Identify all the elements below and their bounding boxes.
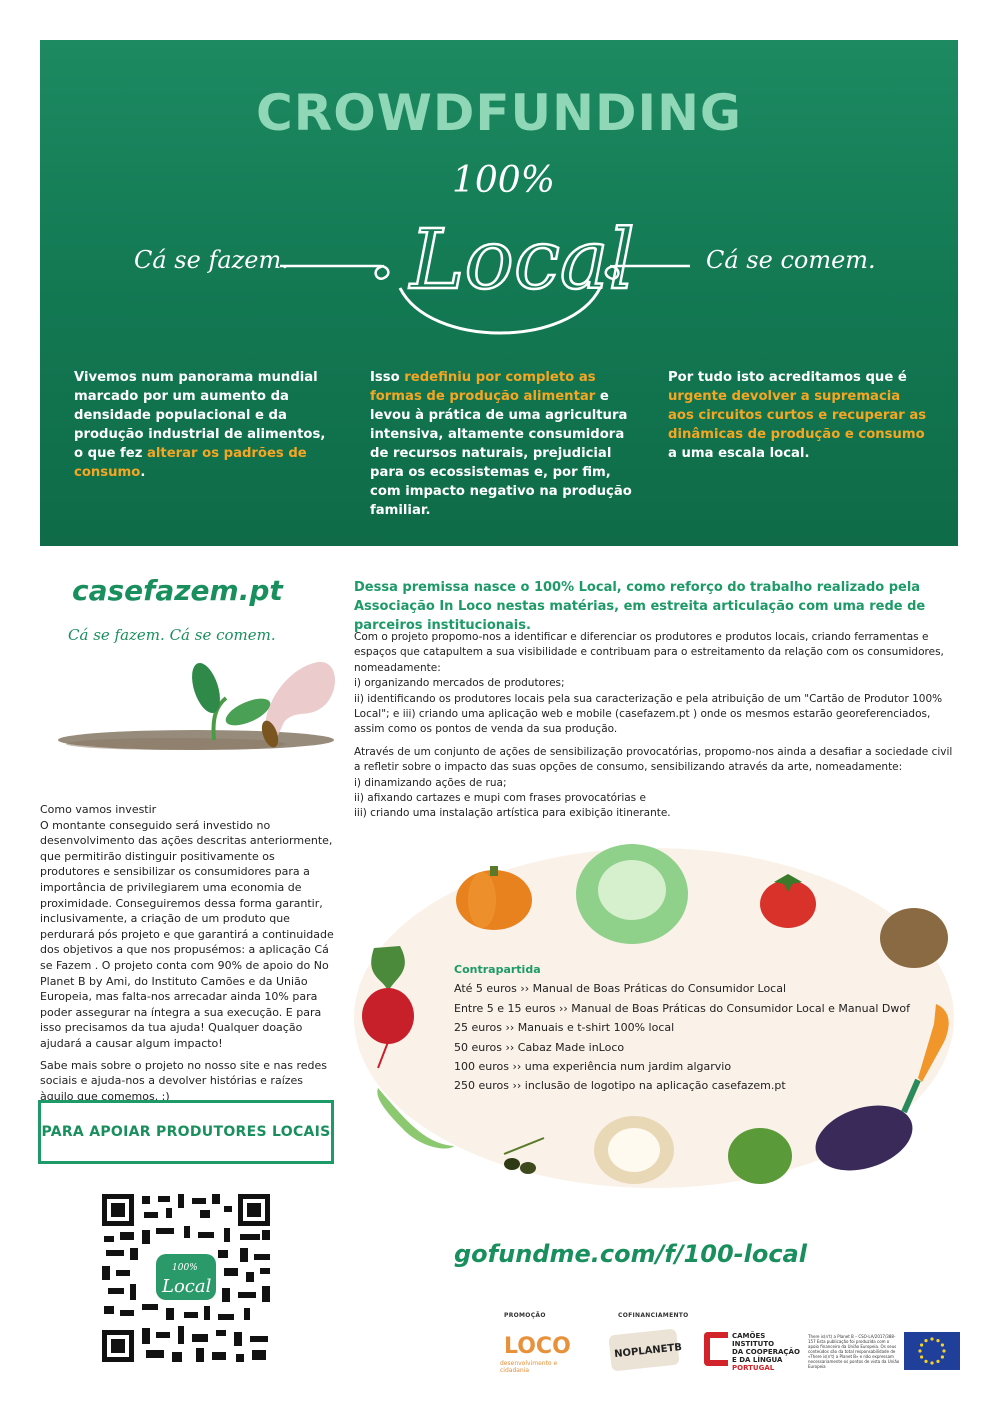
camoes-line: PORTUGAL (732, 1364, 775, 1372)
inloco-logo-subtitle: desenvolvimento e cidadania (500, 1360, 558, 1374)
gofundme-link[interactable]: gofundme.com/f/100-local (454, 1240, 807, 1268)
camoes-line: CAMÕES (732, 1332, 766, 1340)
100-local-logo (280, 148, 720, 358)
qr-logo-100: 100% (172, 1263, 198, 1273)
intro-1-end: . (140, 465, 146, 480)
eu-disclaimer: There is(n't) a Planet B – CSO-LA/2017/388-157 Esta publicação foi produzida com o apoio financeiro da União Europeia. Os seus conteúdos são da total responsabilidade de «There is(n't) a Planet B» e não expressam necessariamente os pontos de vista da União Europeia (808, 1334, 900, 1369)
project-paragraph-2 (354, 745, 958, 822)
logo-local-text: Local (410, 213, 635, 308)
p2-line: ii) afixando cartazes e mupi com frases provocatórias e (354, 792, 646, 805)
pepper-icon (728, 1128, 792, 1184)
reward-item: 100 euros ›› uma experiência num jardim algarvio (454, 1060, 732, 1074)
onion-icon (594, 1116, 674, 1184)
intro-2-highlight: redefiniu por completo as formas de produção alimentar (370, 370, 596, 404)
p1-line: ii) identificando os produtores locais pela sua caracterização e pela atribuição de um "Cartão de Produtor 100% Local"; e iii) criando uma aplicação web e mobile (casefazem.pt ) onde os mesmos estarão georeferenciados, assim como os pontos de venda da sua produção. (354, 692, 943, 736)
p1-line: i) organizando mercados de produtores; (354, 677, 565, 690)
qr-logo-local: Local (162, 1276, 212, 1297)
rewards-heading: Contrapartida (454, 963, 541, 976)
hero-banner (40, 40, 958, 546)
site-tagline: Cá se fazem. Cá se comem. (68, 626, 276, 644)
rewards-section (454, 960, 934, 1096)
intro-3-highlight: urgente devolver a supremacia aos circuitos curtos e recuperar as dinâmicas de produção e consumo (668, 389, 927, 442)
cabbage-icon (576, 844, 688, 944)
reward-item: 250 euros ›› inclusão de logotipo na aplicação casefazem.pt (454, 1079, 786, 1093)
lead-paragraph: Dessa premissa nasce o 100% Local, como reforço do trabalho realizado pela Associação In Loco nestas matérias, em estreita articulação com uma rede de parceiros institucionais. (354, 580, 926, 633)
camoes-line: E DA LÍNGUA (732, 1356, 783, 1364)
noplanetb-logo-text: NOPLANETB (613, 1342, 683, 1361)
intro-column-2 (370, 368, 632, 520)
promotion-label: PROMOÇÃO (504, 1312, 546, 1319)
invest-heading: Como vamos investir (40, 803, 157, 816)
intro-column-3 (668, 368, 930, 463)
reward-item: 25 euros ›› Manuais e t-shirt 100% local (454, 1021, 675, 1035)
reward-item: Até 5 euros ›› Manual de Boas Práticas do Consumidor Local (454, 982, 787, 996)
intro-column-1 (74, 368, 336, 482)
tagline-left: Cá se fazem. (134, 246, 289, 274)
project-description (354, 630, 958, 829)
support-producers-button[interactable]: PARA APOIAR PRODUTORES LOCAIS (38, 1100, 334, 1164)
p2-line: i) dinamizando ações de rua; (354, 776, 507, 789)
camoes-c-icon (704, 1332, 728, 1366)
inloco-logo (486, 1326, 582, 1374)
cofinancing-label: COFINANCIAMENTO (618, 1312, 689, 1319)
p1-line: Com o projeto propomo-nos a identificar e diferenciar os produtores e produtos locais, criando ferramentas e espaços que catapultem a sua visibilidade e contribuam para o estreitamento da relação com os consumidores, nomeadamente: (354, 631, 944, 674)
invest-paragraph-2: Sabe mais sobre o projeto no nosso site e nas redes sociais e ajuda-nos a devolver histórias e raízes àquilo que comemos. :) (40, 1058, 327, 1103)
intro-1-text: Vivemos num panorama mundial marcado por um aumento da densidade populacional e da produção industrial de alimentos, o que fez (74, 370, 326, 461)
potato-icon (880, 908, 948, 968)
intro-3-start: Por tudo isto acreditamos que é (668, 370, 907, 385)
camoes-line: DA COOPERAÇÃO (732, 1348, 800, 1356)
logo-100-text: 100% (452, 160, 555, 201)
inloco-logo-text: LOCO (504, 1334, 571, 1359)
invest-paragraph-1: O montante conseguido será investido no desenvolvimento das ações descritas anteriormente, que permitirão distinguir positivamente os produtores e sensibilizar os consumidores para a importância de privilegiarem uma economia de proximidade. Conseguiremos dessa forma garantir, inclusivamente, a criação de um produto que perdurará pós projeto e que garantirá a continuidade dos objetivos a que nos propusémos: a aplicação Cá se Fazem . O projeto conta com 90% de apoio do No Planet B by Ami, do Instituto Camões e da União Europeia, mas falta-nos arrecadar ainda 10% para poder assegurar na íntegra a sua execução. E para isso precisamos da tua ajuda! Qualquer doação ajudará a causar algum impacto! (40, 818, 334, 1050)
intro-2-start: Isso (370, 370, 405, 385)
banner-title: CROWDFUNDING (256, 84, 742, 142)
camoes-logo (704, 1332, 804, 1372)
camoes-text (732, 1332, 800, 1372)
p2-line: Através de um conjunto de ações de sensibilização provocatórias, propomo-nos ainda a desafiar a sociedade civil a refletir sobre o impacto das suas opções de consumo, sensibilizando através da arte, nomeadamente: (354, 745, 953, 774)
investment-section (40, 802, 336, 1110)
seedling-illustration (56, 648, 336, 764)
eu-flag-icon (904, 1332, 960, 1370)
camoes-line: INSTITUTO (732, 1340, 775, 1348)
p2-line: iii) criando uma instalação artística para exibição itinerante. (354, 807, 671, 820)
qr-code[interactable] (100, 1192, 272, 1364)
tagline-right: Cá se comem. (706, 246, 876, 274)
project-paragraph-1 (354, 630, 958, 738)
reward-item: Entre 5 e 15 euros ›› Manual de Boas Práticas do Consumidor Local e Manual Dwof (454, 1001, 910, 1015)
noplanetb-logo (608, 1329, 683, 1372)
intro-2-text: e levou à prática de uma agricultura intensiva, altamente consumidora de recursos naturais, prejudicial para os ecossistemas e, por fim, com impacto negativo na produção familiar. (370, 389, 632, 518)
intro-3-end: a uma escala local. (668, 446, 810, 461)
site-url-link[interactable]: casefazem.pt (72, 574, 283, 607)
reward-item: 50 euros ›› Cabaz Made inLoco (454, 1040, 625, 1054)
intro-1-highlight: alterar os padrões de consumo (74, 446, 307, 480)
